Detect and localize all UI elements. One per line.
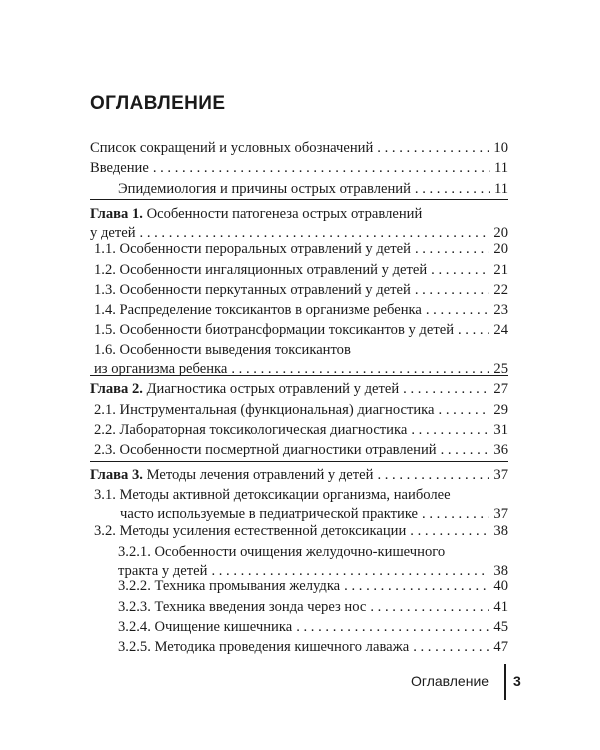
toc-entry-text: 1.3. Особенности перкутанных отравлений у детей (94, 282, 411, 298)
toc-page-number: 47 (493, 639, 508, 655)
dot-leader (153, 159, 490, 178)
chapter-label: Глава 3. (90, 467, 143, 483)
toc-entry (90, 159, 508, 178)
toc-page-number: 23 (493, 302, 508, 318)
toc-entry (90, 543, 508, 580)
toc-chapter-entry (90, 380, 508, 399)
toc-page-number: 31 (493, 422, 508, 438)
dot-leader (422, 505, 489, 524)
dot-leader (439, 401, 490, 420)
toc-chapter-entry (90, 205, 508, 242)
toc-page-number: 40 (493, 578, 508, 594)
dot-leader (377, 466, 489, 485)
dot-leader (415, 281, 490, 300)
toc-page-number: 38 (493, 562, 508, 579)
toc-entry-text: 1.6. Особенности выведения токсикантов (94, 342, 351, 358)
toc-entry-text-continued: тракта у детей (118, 562, 208, 579)
toc-entry (90, 421, 508, 440)
toc-entry-text: 3.2.5. Методика проведения кишечного лаважа (118, 639, 410, 655)
toc-page-number: 22 (493, 282, 508, 298)
toc-entry-text: 3.1. Методы активной детоксикации организма, наиболее (94, 487, 451, 503)
chapter-label: Глава 2. (90, 381, 143, 397)
section-divider (90, 199, 508, 200)
toc-entry (90, 301, 508, 320)
toc-entry-text: 3.2.3. Техника введения зонда через нос (118, 599, 367, 615)
dot-leader (403, 380, 489, 399)
toc-page-number: 38 (493, 523, 508, 539)
dot-leader (344, 577, 489, 596)
page-number: 3 (513, 673, 521, 689)
toc-page-number: 21 (493, 262, 508, 278)
toc-entry (90, 577, 508, 596)
toc-entry-text: Особенности патогенеза острых отравлений (146, 206, 423, 222)
toc-page-number: 41 (493, 599, 508, 615)
toc-entry (90, 321, 508, 340)
toc-entry-text: 1.2. Особенности ингаляционных отравлений у детей (94, 262, 428, 278)
toc-entry-text-continued: часто используемые в педиатрической практике (120, 505, 419, 522)
toc-entry (90, 638, 508, 657)
toc-page-number: 37 (493, 505, 508, 522)
toc-page-number: 45 (493, 619, 508, 635)
toc-page-number: 29 (493, 402, 508, 418)
toc-page-number: 24 (493, 322, 508, 338)
toc-entry-text: 2.3. Особенности посмертной диагностики отравлений (94, 442, 437, 458)
footer-separator (504, 664, 506, 700)
toc-entry-text: 1.4. Распределение токсикантов в организме ребенка (94, 302, 422, 318)
toc-entry (90, 341, 508, 378)
toc-entry (90, 441, 508, 460)
dot-leader (370, 598, 489, 617)
toc-entry (90, 281, 508, 300)
toc-entry-text: 3.2.2. Техника промывания желудка (118, 578, 341, 594)
toc-entry (90, 598, 508, 617)
toc-entry-text: 2.2. Лабораторная токсикологическая диагностика (94, 422, 408, 438)
toc-entry-text: 3.2.1. Особенности очищения желудочно-кишечного (118, 544, 446, 560)
dot-leader (415, 180, 490, 199)
toc-page-number: 36 (493, 442, 508, 458)
dot-leader (431, 261, 489, 280)
dot-leader (415, 240, 489, 259)
toc-entry (90, 240, 508, 259)
section-divider (90, 375, 508, 376)
chapter-label: Глава 1. (90, 206, 143, 222)
toc-entry (90, 486, 508, 523)
dot-leader (413, 638, 489, 657)
toc-entry-text: 3.2.4. Очищение кишечника (118, 619, 293, 635)
dot-leader (410, 522, 489, 541)
section-divider (90, 461, 508, 462)
toc-entry (90, 180, 508, 199)
toc-entry-text: 1.1. Особенности пероральных отравлений у детей (94, 241, 411, 257)
toc-entry (90, 618, 508, 637)
toc-page-number: 20 (493, 241, 508, 257)
dot-leader (296, 618, 489, 637)
toc-entry-text-continued: у детей (90, 224, 136, 241)
running-footer-label: Оглавление (411, 673, 490, 689)
toc-entry (90, 522, 508, 541)
dot-leader (458, 321, 489, 340)
toc-entry-text: 3.2. Методы усиления естественной детоксикации (94, 523, 407, 539)
dot-leader (441, 441, 490, 460)
toc-page-number: 10 (493, 140, 508, 156)
page-title: ОГЛАВЛЕНИЕ (90, 93, 226, 114)
dot-leader (377, 139, 489, 158)
toc-page-number: 11 (493, 160, 508, 176)
toc-entry-text: Диагностика острых отравлений у детей (146, 381, 400, 397)
toc-page-number: 37 (493, 467, 508, 483)
toc-entry-text-continued: из организма ребенка (94, 360, 228, 377)
toc-page-number: 20 (493, 224, 508, 241)
dot-leader (426, 301, 490, 320)
toc-entry-text: Эпидемиология и причины острых отравлений (118, 181, 411, 197)
toc-entry-text: 1.5. Особенности биотрансформации токсикантов у детей (94, 322, 454, 338)
toc-page-number: 11 (493, 181, 508, 197)
toc-entry-text: Список сокращений и условных обозначений (90, 140, 374, 156)
dot-leader (411, 421, 489, 440)
toc-entry (90, 139, 508, 158)
toc-entry (90, 401, 508, 420)
toc-entry (90, 261, 508, 280)
toc-entry-text: Введение (90, 160, 149, 176)
toc-page-number: 27 (493, 381, 508, 397)
toc-entry-text: Методы лечения отравлений у детей (146, 467, 374, 483)
toc-chapter-entry (90, 466, 508, 485)
toc-page-number: 25 (493, 360, 508, 377)
toc-entry-text: 2.1. Инструментальная (функциональная) диагностика (94, 402, 435, 418)
